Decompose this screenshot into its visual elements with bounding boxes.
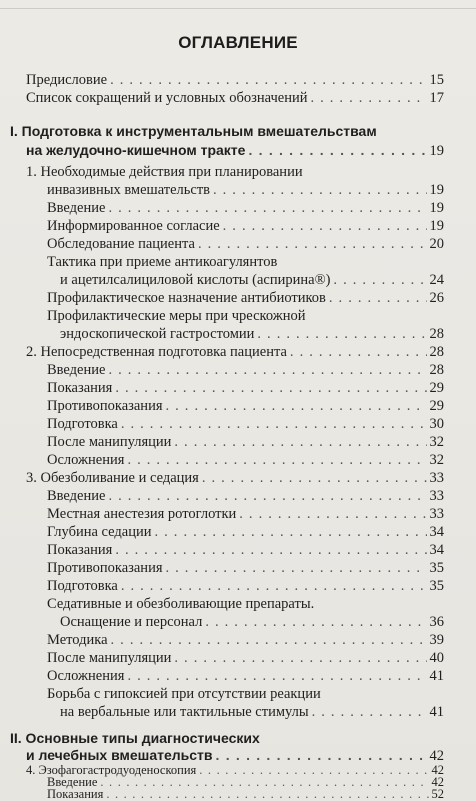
toc-entry — [47, 649, 444, 668]
toc-entry-text: инвазивных вмешательств — [47, 182, 210, 198]
toc-entry-text: и ацетилсалициловой кислоты (аспирина®) — [60, 272, 331, 288]
toc-dots — [127, 451, 426, 470]
toc-page-number: 32 — [429, 434, 444, 450]
toc-entry — [60, 271, 444, 290]
toc-page-number: 40 — [429, 650, 444, 666]
toc-entry-abbreviations — [26, 89, 444, 108]
toc-dots — [310, 89, 426, 108]
toc-dots — [174, 433, 426, 452]
toc-entry-preface — [26, 71, 444, 90]
toc-page-number: 33 — [429, 470, 444, 486]
toc-entry — [47, 788, 444, 800]
toc-entry — [47, 487, 444, 506]
toc-dots — [223, 217, 427, 236]
toc-entry-heading — [47, 307, 444, 326]
page-title: ОГЛАВЛЕНИЕ — [178, 33, 298, 52]
toc-page-number: 33 — [429, 488, 444, 504]
toc-section-heading — [10, 730, 444, 747]
toc-dots — [205, 613, 426, 632]
toc-entry-text: Введение — [47, 200, 106, 216]
toc-entry — [47, 397, 444, 416]
toc-chapter-entry — [47, 181, 444, 200]
toc-entry — [47, 433, 444, 452]
toc-entry-text: Противопоказания — [47, 560, 163, 576]
toc-dots — [199, 764, 428, 776]
toc-entry — [47, 559, 444, 578]
toc-entry — [47, 451, 444, 470]
toc-entry-text: Осложнения — [47, 452, 125, 468]
toc-page-number: 42 — [431, 763, 444, 777]
toc-page-number: 19 — [429, 218, 444, 234]
toc-page-number: 29 — [429, 398, 444, 414]
toc-entry-text: Седативные и обезболивающие препараты. — [47, 596, 315, 612]
toc-page-number: 32 — [429, 452, 444, 468]
toc-entry-text: Показания — [47, 542, 113, 558]
toc-dots — [312, 703, 427, 722]
toc-entry-text: 3. Обезболивание и седация — [26, 470, 199, 486]
toc-entry-text: Местная анестезия ротоглотки — [47, 506, 237, 522]
toc-dots — [333, 271, 426, 290]
toc-dots — [108, 487, 426, 506]
toc-entry-text: Введение — [47, 775, 98, 789]
toc-entry-text: Введение — [47, 488, 106, 504]
toc-page-number: 35 — [429, 578, 444, 594]
toc-dots — [202, 469, 427, 488]
toc-page-number: 41 — [429, 668, 444, 684]
toc-section-text: II. Основные типы диагностических — [10, 730, 260, 746]
toc-dots — [329, 289, 427, 308]
toc-page-number: 35 — [429, 560, 444, 576]
toc-page-number: 19 — [429, 200, 444, 216]
toc-entry — [47, 505, 444, 524]
toc-entry-text: Список сокращений и условных обозначений — [26, 90, 308, 106]
toc-entry — [47, 379, 444, 398]
toc-entry-text: Глубина седации — [47, 524, 152, 540]
toc-dots — [216, 747, 427, 764]
toc-entry-text: на вербальные или тактильные стимулы — [60, 704, 309, 720]
toc-page-number: 33 — [429, 506, 444, 522]
toc-page-number: 34 — [429, 524, 444, 540]
toc-entry-heading — [47, 685, 444, 704]
toc-page-number: 36 — [429, 614, 444, 630]
toc-page-number: 41 — [429, 704, 444, 720]
toc-page-number: 19 — [429, 143, 444, 159]
toc-dots — [248, 141, 426, 160]
toc-entry — [47, 235, 444, 254]
toc-dots — [198, 235, 427, 254]
toc-page-number: 19 — [429, 182, 444, 198]
toc-page-number: 52 — [431, 787, 444, 801]
toc-page-number: 28 — [429, 362, 444, 378]
toc-entry-text: Информированное согласие — [47, 218, 220, 234]
toc-entry-text: Предисловие — [26, 72, 108, 88]
toc-dots — [174, 649, 426, 668]
toc-dots — [100, 776, 428, 788]
toc-page-number: 24 — [429, 272, 444, 288]
toc-section-heading — [10, 122, 444, 141]
toc-entry-text: Профилактические меры при чрескожной — [47, 308, 306, 324]
toc-dots — [257, 325, 426, 344]
toc-page-number: 42 — [429, 748, 444, 764]
toc-dots — [106, 788, 428, 800]
toc-section-entry — [26, 141, 444, 160]
toc-entry — [60, 325, 444, 344]
top-edge-line — [0, 8, 476, 9]
toc-entry — [47, 289, 444, 308]
toc-dots — [166, 559, 427, 578]
toc-entry-heading — [47, 253, 444, 272]
toc-entry-text: Показания — [47, 787, 104, 801]
toc-entry-text: Подготовка — [47, 578, 118, 594]
toc-section-entry — [26, 747, 444, 764]
toc-dots — [127, 667, 426, 686]
toc-page-number: 29 — [429, 380, 444, 396]
toc-entry-text: После манипуляции — [47, 434, 172, 450]
toc-dots — [111, 631, 427, 650]
toc-entry-heading — [47, 595, 444, 614]
toc-page-number: 20 — [429, 236, 444, 252]
toc-page-number: 15 — [429, 72, 444, 88]
toc-entry — [47, 523, 444, 542]
toc-page-number: 28 — [429, 344, 444, 360]
toc-entry — [60, 613, 444, 632]
toc-dots — [121, 577, 427, 596]
toc-entry-text: Введение — [47, 362, 106, 378]
toc-entry — [47, 667, 444, 686]
toc-dots — [166, 397, 427, 416]
toc-dots — [290, 343, 427, 362]
toc-entry-text: Подготовка — [47, 416, 118, 432]
toc-entry-text: Тактика при приеме антикоагулянтов — [47, 254, 278, 270]
toc-dots — [108, 199, 426, 218]
toc-entry-text: и лечебных вмешательств — [26, 747, 213, 763]
toc-chapter-heading — [26, 163, 444, 182]
toc-section-text: I. Подготовка к инструментальным вмешательствам — [10, 123, 377, 139]
toc-dots — [239, 505, 426, 524]
toc-entry-text: Оснащение и персонал — [60, 614, 203, 630]
toc-entry-text: эндоскопической гастростомии — [60, 326, 255, 342]
toc-chapter-entry — [26, 469, 444, 488]
toc-entry-text: Осложнения — [47, 668, 125, 684]
toc-entry-text: Профилактическое назначение антибиотиков — [47, 290, 326, 306]
toc-dots — [121, 415, 427, 434]
toc-dots — [110, 71, 426, 90]
toc-entry — [47, 361, 444, 380]
toc-entry — [47, 199, 444, 218]
toc-entry — [47, 541, 444, 560]
toc-entry-text: Методика — [47, 632, 108, 648]
toc-entry — [47, 217, 444, 236]
toc-entry — [60, 703, 444, 722]
toc-chapter-entry — [26, 343, 444, 362]
toc-entry-text: на желудочно-кишечном тракте — [26, 142, 246, 158]
toc-entry — [47, 776, 444, 788]
toc-page-number: 39 — [429, 632, 444, 648]
toc-entry-text: После манипуляции — [47, 650, 172, 666]
toc-page-number: 17 — [429, 90, 444, 106]
toc-entry-text: Борьба с гипоксией при отсутствии реакции — [47, 686, 321, 702]
toc-entry-text: Показания — [47, 380, 113, 396]
toc-page-number: 30 — [429, 416, 444, 432]
toc-page-number: 34 — [429, 542, 444, 558]
toc-entry — [47, 415, 444, 434]
toc-dots — [155, 523, 427, 542]
toc-dots — [213, 181, 427, 200]
toc-page-number: 26 — [429, 290, 444, 306]
toc-page-number: 42 — [431, 775, 444, 789]
toc-entry-text: 2. Непосредственная подготовка пациента — [26, 344, 287, 360]
toc-dots — [115, 379, 426, 398]
toc-entry-text: 4. Эзофагогастродуоденоскопия — [26, 763, 197, 777]
toc-entry — [47, 577, 444, 596]
toc-entry-text: 1. Необходимые действия при планировании — [26, 164, 303, 180]
toc-entry — [47, 631, 444, 650]
toc-dots — [115, 541, 426, 560]
toc-dots — [108, 361, 426, 380]
toc-entry-text: Противопоказания — [47, 398, 163, 414]
toc-entry-text: Обследование пациента — [47, 236, 195, 252]
toc-page-number: 28 — [429, 326, 444, 342]
